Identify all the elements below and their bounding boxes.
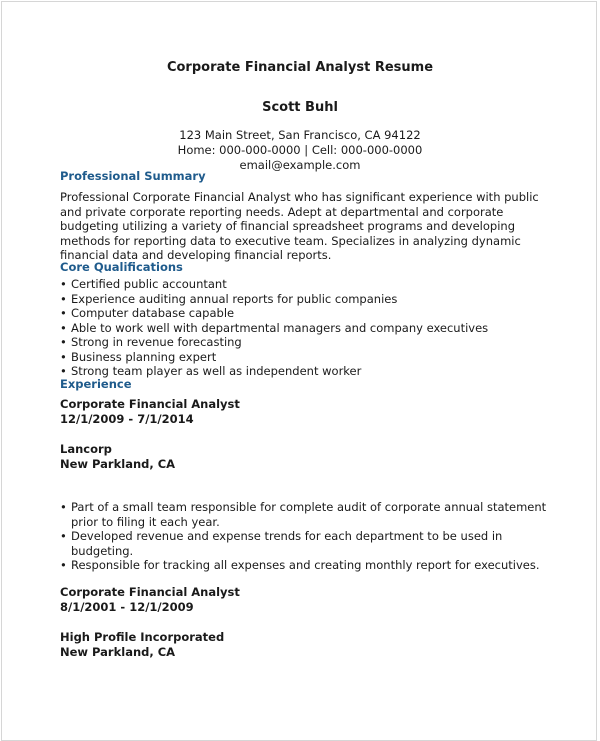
company-location: New Parkland, CA [60,645,176,659]
list-item: • Certified public accountant [60,277,548,292]
duties-list [60,500,548,573]
list-item: • Part of a small team responsible for complete audit of corporate annual statement prior to filing it each year. [60,500,548,529]
list-item: • Business planning expert [60,350,548,365]
qualifications-heading: Core Qualifications [60,260,183,274]
list-item: • Developed revenue and expense trends for each department to be used in budgeting. [60,529,548,558]
job-entry [60,585,548,615]
address: 123 Main Street, San Francisco, CA 94122 [179,128,421,142]
contact-block [0,128,600,173]
company-name: Lancorp [60,442,112,456]
list-item: • Able to work well with departmental managers and company executives [60,321,548,336]
candidate-name: Scott Buhl [262,100,338,115]
company-name: High Profile Incorporated [60,630,225,644]
qualifications-list [60,277,548,379]
list-item: • Strong in revenue forecasting [60,335,548,350]
job-duties [60,500,548,573]
summary-text: Professional Corporate Financial Analyst who has significant experience with public and private corporate reporting needs. Adept at departmental and corporate budgeting utilizing a variety of financial spreadsheet programs and developing methods for reporting data to executive team. Specializes in analyzing dynamic financial data and developing financial reports. [60,190,539,262]
resume-title: Corporate Financial Analyst Resume [166,60,434,75]
job-dates: 8/1/2001 - 12/1/2009 [60,600,194,614]
phone-numbers: Home: 000-000-0000 | Cell: 000-000-0000 [177,143,423,157]
job-dates: 12/1/2009 - 7/1/2014 [60,412,194,426]
email: email@example.com [239,158,361,172]
job-entry [60,397,548,427]
list-item: • Responsible for tracking all expenses and creating monthly report for executives. [60,558,548,573]
job-title: Corporate Financial Analyst [60,585,240,599]
experience-section [60,377,548,392]
experience-heading: Experience [60,377,132,391]
list-item: • Strong team player as well as independent worker [60,364,548,379]
job-title: Corporate Financial Analyst [60,397,240,411]
list-item: • Experience auditing annual reports for public companies [60,292,548,307]
list-item: • Computer database capable [60,306,548,321]
summary-section [60,169,548,263]
job-employer [60,442,548,472]
qualifications-section [60,260,548,379]
summary-heading: Professional Summary [60,169,206,183]
job-employer [60,630,548,660]
company-location: New Parkland, CA [60,457,176,471]
